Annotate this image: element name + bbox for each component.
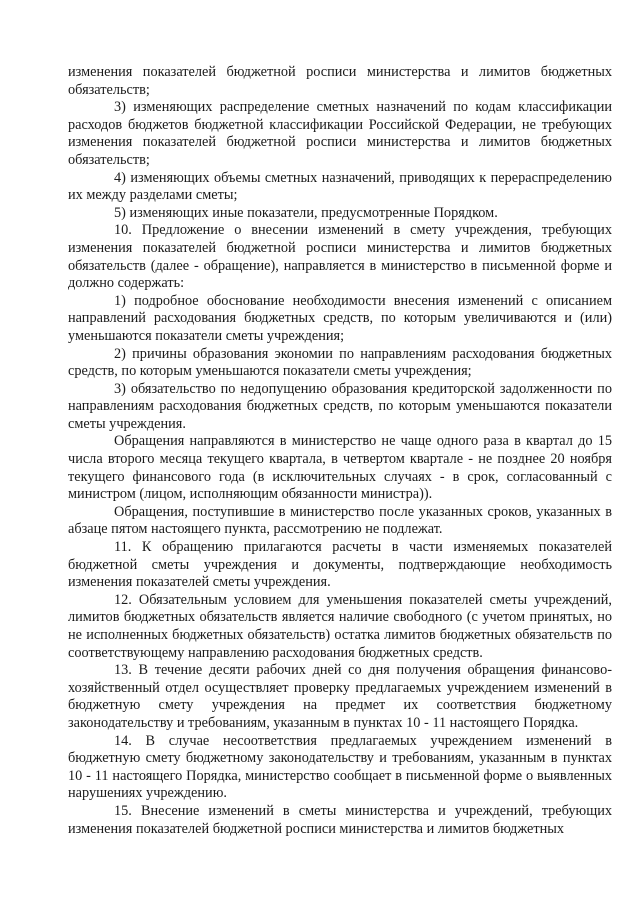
paragraph-deadlines: Обращения направляются в министерство не чаще одного раза в квартал до 15 числа второго месяца текущего квартала, в четвертом квартале - не позднее 20 ноября текущего финансового года (в исключительных случаях - в срок, согласованный с министром (лицом, исполняющим обязанности министра)).	[68, 433, 612, 503]
paragraph-continuation: изменения показателей бюджетной росписи министерства и лимитов бюджетных обязательств;	[68, 64, 612, 98]
paragraph-clause-10-item-3: 3) обязательство по недопущению образования кредиторской задолженности по направлениям расходования бюджетных средств, по которым уменьшаются показатели сметы учреждения.	[68, 380, 612, 432]
paragraph-clause-10-item-2: 2) причины образования экономии по направлениям расходования бюджетных средств, по которым уменьшаются показатели сметы учреждения;	[68, 345, 612, 380]
paragraph-late-requests: Обращения, поступившие в министерство после указанных сроков, указанных в абзаце пятом настоящего пункта, рассмотрению не подлежат.	[68, 503, 612, 538]
paragraph-clause-10: 10. Предложение о внесении изменений в смету учреждения, требующих изменения показателей бюджетной росписи министерства и лимитов бюджетных обязательств (далее - обращение), направляется в министерство в письменной форме и должно содержать:	[68, 222, 612, 292]
paragraph-clause-15: 15. Внесение изменений в сметы министерства и учреждений, требующих изменения показателей бюджетной росписи министерства и лимитов бюджетных	[68, 802, 612, 837]
paragraph-clause-14: 14. В случае несоответствия предлагаемых учреждением изменений в бюджетную смету бюджетному законодательству и требованиям, указанным в пунктах 10 - 11 настоящего Порядка, министерство сообщает в письменной форме о выявленных нарушениях учреждению.	[68, 732, 612, 802]
paragraph-clause-12: 12. Обязательным условием для уменьшения показателей сметы учреждений, лимитов бюджетных обязательств является наличие свободного (с учетом принятых, но не исполненных бюджетных обязательств) остатка лимитов бюджетных обязательств по соответствующему направлению расходования бюджетных средств.	[68, 591, 612, 661]
paragraph-clause-10-item-1: 1) подробное обоснование необходимости внесения изменений с описанием направлений расходования бюджетных средств, по которым увеличиваются и (или) уменьшаются показатели сметы учреждения;	[68, 292, 612, 344]
paragraph-item-4: 4) изменяющих объемы сметных назначений, приводящих к перераспределению их между разделами сметы;	[68, 169, 612, 204]
paragraph-clause-11: 11. К обращению прилагаются расчеты в части изменяемых показателей бюджетной сметы учреждения и документы, подтверждающие необходимость изменения показателей сметы учреждения.	[68, 539, 612, 591]
document-page	[68, 64, 612, 838]
paragraph-item-3: 3) изменяющих распределение сметных назначений по кодам классификации расходов бюджетов бюджетной классификации Российской Федерации, не требующих изменения показателей бюджетной росписи министерства и лимитов бюджетных обязательств;	[68, 99, 612, 168]
paragraph-item-5: 5) изменяющих иные показатели, предусмотренные Порядком.	[114, 204, 498, 221]
paragraph-clause-13: 13. В течение десяти рабочих дней со дня получения обращения финансово-хозяйственный отдел осуществляет проверку предлагаемых учреждением изменений в бюджетную смету учреждения на предмет их соответствия бюджетному законодательству и требованиям, указанным в пунктах 10 - 11 настоящего Порядка.	[68, 662, 612, 731]
